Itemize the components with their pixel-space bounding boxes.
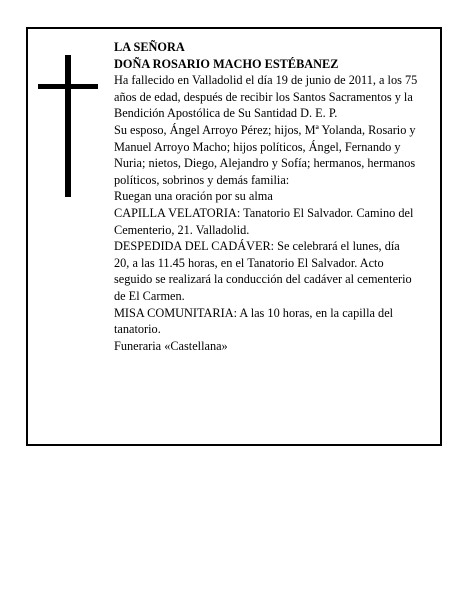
funeral-details: DESPEDIDA DEL CADÁVER: Se celebrará el lunes, día 20, a las 11.45 horas, en el Tanatorio El Salvador. Acto seguido se realizará la conducción del cadáver al cementerio de El Carmen. xyxy=(114,239,412,303)
death-announcement: Ha fallecido en Valladolid el día 19 de junio de 2011, a los 75 años de edad, después de recibir los Santos Sacramentos y la Bendición Apostólica de Su Santidad D. E. P. xyxy=(114,73,418,121)
prayer-request: Ruegan una oración por su alma xyxy=(114,189,273,204)
mass-details: MISA COMUNITARIA: A las 10 horas, en la capilla del tanatorio. xyxy=(114,305,394,337)
wake-location: CAPILLA VELATORIA: Tanatorio El Salvador. Camino del Cementerio, 21. Valladolid. xyxy=(114,205,414,237)
notice-heading: LA SEÑORA xyxy=(114,40,185,54)
deceased-name: DOÑA ROSARIO MACHO ESTÉBANEZ xyxy=(114,56,339,71)
cross-icon xyxy=(65,55,71,197)
notice-text xyxy=(114,39,418,354)
funeral-home: Funeraria «Castellana» xyxy=(114,338,228,353)
family-list: Su esposo, Ángel Arroyo Pérez; hijos, Mª Yolanda, Rosario y Manuel Arroyo Macho; hijos políticos, Ángel, Fernando y Nuria; nietos, Diego, Alejandro y Sofía; hermanos, hermanos políticos, sobrinos y demás familia: xyxy=(114,122,416,187)
cross-icon-bar xyxy=(38,84,98,89)
